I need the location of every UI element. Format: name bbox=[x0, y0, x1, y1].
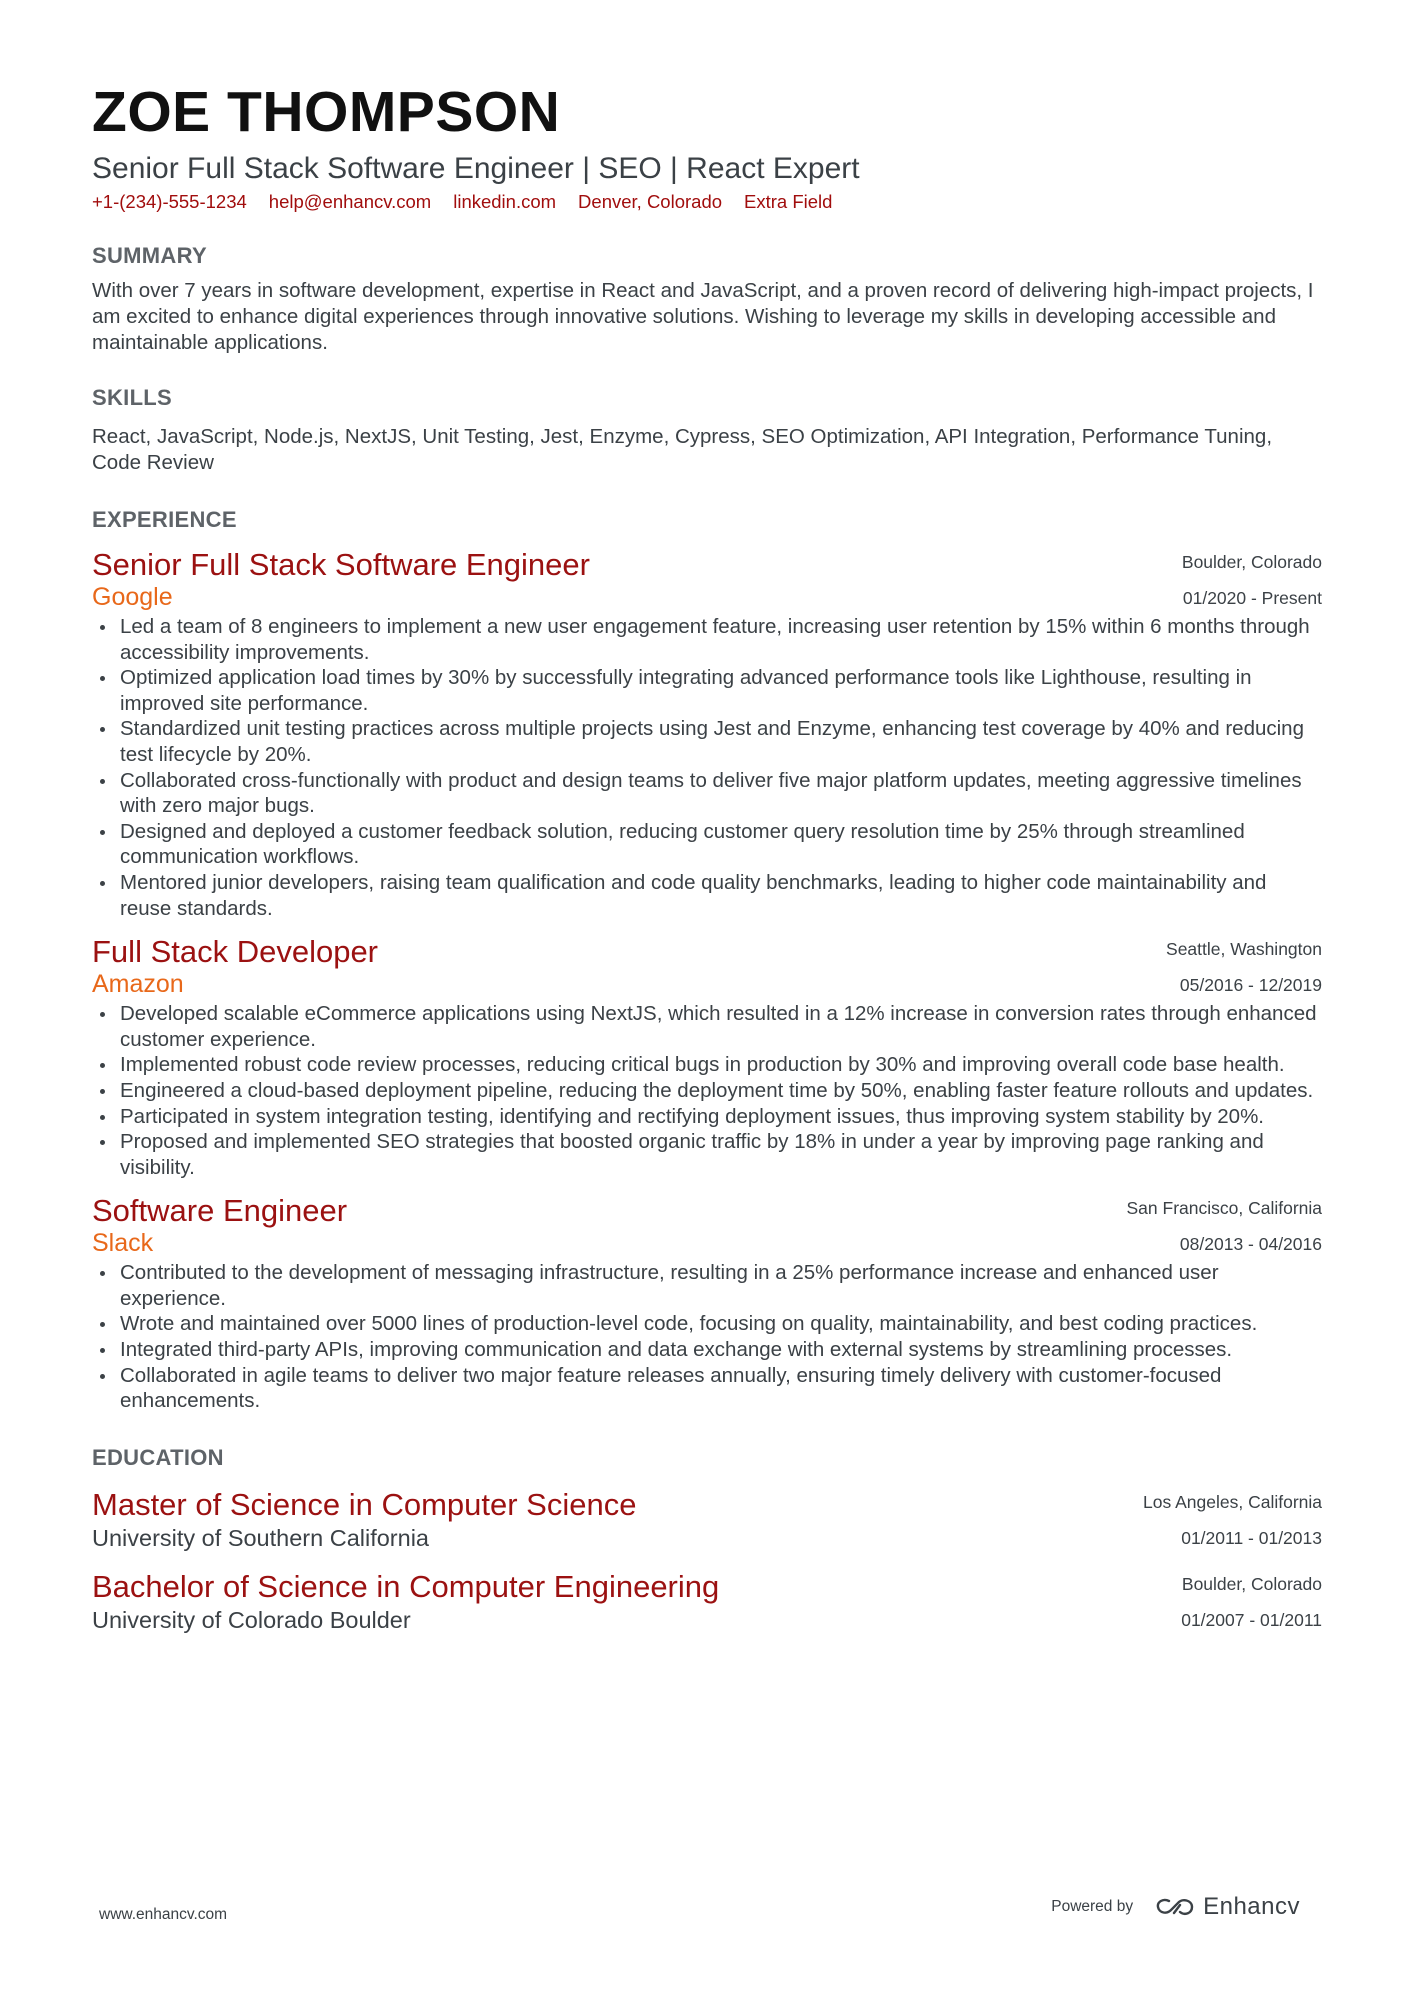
footer-website[interactable]: www.enhancv.com bbox=[99, 1906, 228, 1923]
job-bullet: Implemented robust code review processes, reducing critical bugs in production by 30% and improving overall code base health. bbox=[92, 1052, 1322, 1078]
job-company: Google bbox=[92, 583, 173, 611]
contact-extra-field: Extra Field bbox=[744, 191, 833, 212]
education-location: Boulder, Colorado bbox=[1181, 1573, 1322, 1594]
contact-list bbox=[92, 190, 1322, 214]
job-header bbox=[92, 546, 1322, 610]
contact-linkedin[interactable]: linkedin.com bbox=[453, 191, 557, 212]
job-company: Slack bbox=[92, 1229, 154, 1258]
job-location: San Francisco, California bbox=[1126, 1198, 1322, 1219]
enhancv-logo-icon bbox=[1155, 1896, 1195, 1918]
education-heading: EDUCATION bbox=[92, 1444, 224, 1470]
education-dates: 01/2011 - 01/2013 bbox=[1181, 1527, 1322, 1548]
job-bullet: Integrated third-party APIs, improving communication and data exchange with external systems by streamlining processes. bbox=[92, 1337, 1322, 1363]
skills-section bbox=[92, 384, 1322, 476]
job-bullet: Contributed to the development of messaging infrastructure, resulting in a 25% performance increase and enhanced user experience. bbox=[92, 1260, 1322, 1311]
job-location: Boulder, Colorado bbox=[1181, 552, 1322, 572]
job-bullet: Collaborated in agile teams to deliver two major feature releases annually, ensuring timely delivery with customer-focused enhancements. bbox=[92, 1363, 1322, 1414]
job-bullets bbox=[92, 1001, 1322, 1180]
job-dates: 05/2016 - 12/2019 bbox=[1179, 975, 1322, 996]
school-name: University of Southern California bbox=[92, 1524, 429, 1551]
job-header bbox=[92, 1192, 1322, 1256]
powered-by-label: Powered by bbox=[1051, 1898, 1134, 1915]
summary-text: With over 7 years in software development, expertise in React and JavaScript, and a proven record of delivering high-impact projects, I am excited to enhance digital experiences through innovative solutions. Wishing to leverage my skills in developing accessible and maintainable applications. bbox=[92, 279, 1314, 354]
job-bullet: Wrote and maintained over 5000 lines of production-level code, focusing on quality, maintainability, and best coding practices. bbox=[92, 1311, 1322, 1337]
resume-page bbox=[92, 80, 1322, 1634]
job-bullet: Optimized application load times by 30% by successfully integrating advanced performance tools like Lighthouse, resulting in improved site performance. bbox=[92, 665, 1322, 716]
summary-heading: SUMMARY bbox=[92, 243, 207, 268]
job-bullet: Designed and deployed a customer feedback solution, reducing customer query resolution time by 25% through streamlined communication workflows. bbox=[92, 819, 1322, 870]
education-dates: 01/2007 - 01/2011 bbox=[1181, 1609, 1322, 1630]
contact-email[interactable]: help@enhancv.com bbox=[268, 191, 432, 212]
education-entry bbox=[92, 1568, 1322, 1634]
footer-branding bbox=[1051, 1893, 1300, 1921]
job-location: Seattle, Washington bbox=[1166, 939, 1322, 960]
job-bullets bbox=[92, 1260, 1322, 1414]
job-bullet: Led a team of 8 engineers to implement a new user engagement feature, increasing user retention by 15% within 6 months through accessibility improvements. bbox=[92, 614, 1322, 665]
job-bullet: Engineered a cloud-based deployment pipeline, reducing the deployment time by 50%, enabling faster feature rollouts and updates. bbox=[92, 1078, 1322, 1104]
resume-header bbox=[92, 80, 1322, 214]
brand-name: Enhancv bbox=[1203, 1893, 1300, 1920]
job-title: Full Stack Developer bbox=[92, 934, 379, 970]
summary-section bbox=[92, 242, 1322, 356]
job-title: Software Engineer bbox=[92, 1193, 348, 1229]
job-bullets bbox=[92, 614, 1322, 921]
job-title: Senior Full Stack Software Engineer bbox=[92, 547, 590, 582]
job-entry bbox=[92, 1192, 1322, 1414]
contact-location: Denver, Colorado bbox=[578, 191, 723, 212]
job-bullet: Standardized unit testing practices across multiple projects using Jest and Enzyme, enhancing test coverage by 40% and reducing test lifecycle by 20%. bbox=[92, 716, 1322, 767]
job-bullet: Participated in system integration testing, identifying and rectifying deployment issues, thus improving system stability by 20%. bbox=[92, 1104, 1322, 1130]
education-location: Los Angeles, California bbox=[1143, 1491, 1322, 1512]
experience-heading: EXPERIENCE bbox=[92, 507, 237, 532]
degree-title: Bachelor of Science in Computer Engineering bbox=[92, 1568, 720, 1604]
job-dates: 01/2020 - Present bbox=[1182, 588, 1322, 608]
job-bullet: Mentored junior developers, raising team qualification and code quality benchmarks, leading to higher code maintainability and reuse standards. bbox=[92, 870, 1322, 921]
job-bullet: Proposed and implemented SEO strategies that boosted organic traffic by 18% in under a year by improving page ranking and visibility. bbox=[92, 1129, 1322, 1180]
candidate-tagline: Senior Full Stack Software Engineer | SEO | React Expert bbox=[92, 152, 860, 185]
job-company: Amazon bbox=[92, 970, 184, 999]
candidate-name: ZOE THOMPSON bbox=[92, 80, 561, 144]
experience-section bbox=[92, 506, 1322, 1414]
contact-phone[interactable]: +1-(234)-555-1234 bbox=[92, 191, 247, 212]
job-bullet: Developed scalable eCommerce applications using NextJS, which resulted in a 12% increase in conversion rates through enhanced customer experience. bbox=[92, 1001, 1322, 1052]
education-section bbox=[92, 1444, 1322, 1634]
brand-logo[interactable] bbox=[1155, 1893, 1300, 1921]
degree-title: Master of Science in Computer Science bbox=[92, 1486, 637, 1522]
job-bullet: Collaborated cross-functionally with product and design teams to deliver five major platform updates, meeting aggressive timelines with zero major bugs. bbox=[92, 768, 1322, 819]
job-dates: 08/2013 - 04/2016 bbox=[1179, 1234, 1322, 1255]
job-header bbox=[92, 933, 1322, 997]
skills-text: React, JavaScript, Node.js, NextJS, Unit Testing, Jest, Enzyme, Cypress, SEO Optimization, API Integration, Performance Tuning, Code Review bbox=[92, 425, 1273, 474]
job-entry bbox=[92, 546, 1322, 921]
education-entry bbox=[92, 1486, 1322, 1552]
job-entry bbox=[92, 933, 1322, 1180]
skills-heading: SKILLS bbox=[92, 385, 173, 410]
school-name: University of Colorado Boulder bbox=[92, 1606, 411, 1633]
